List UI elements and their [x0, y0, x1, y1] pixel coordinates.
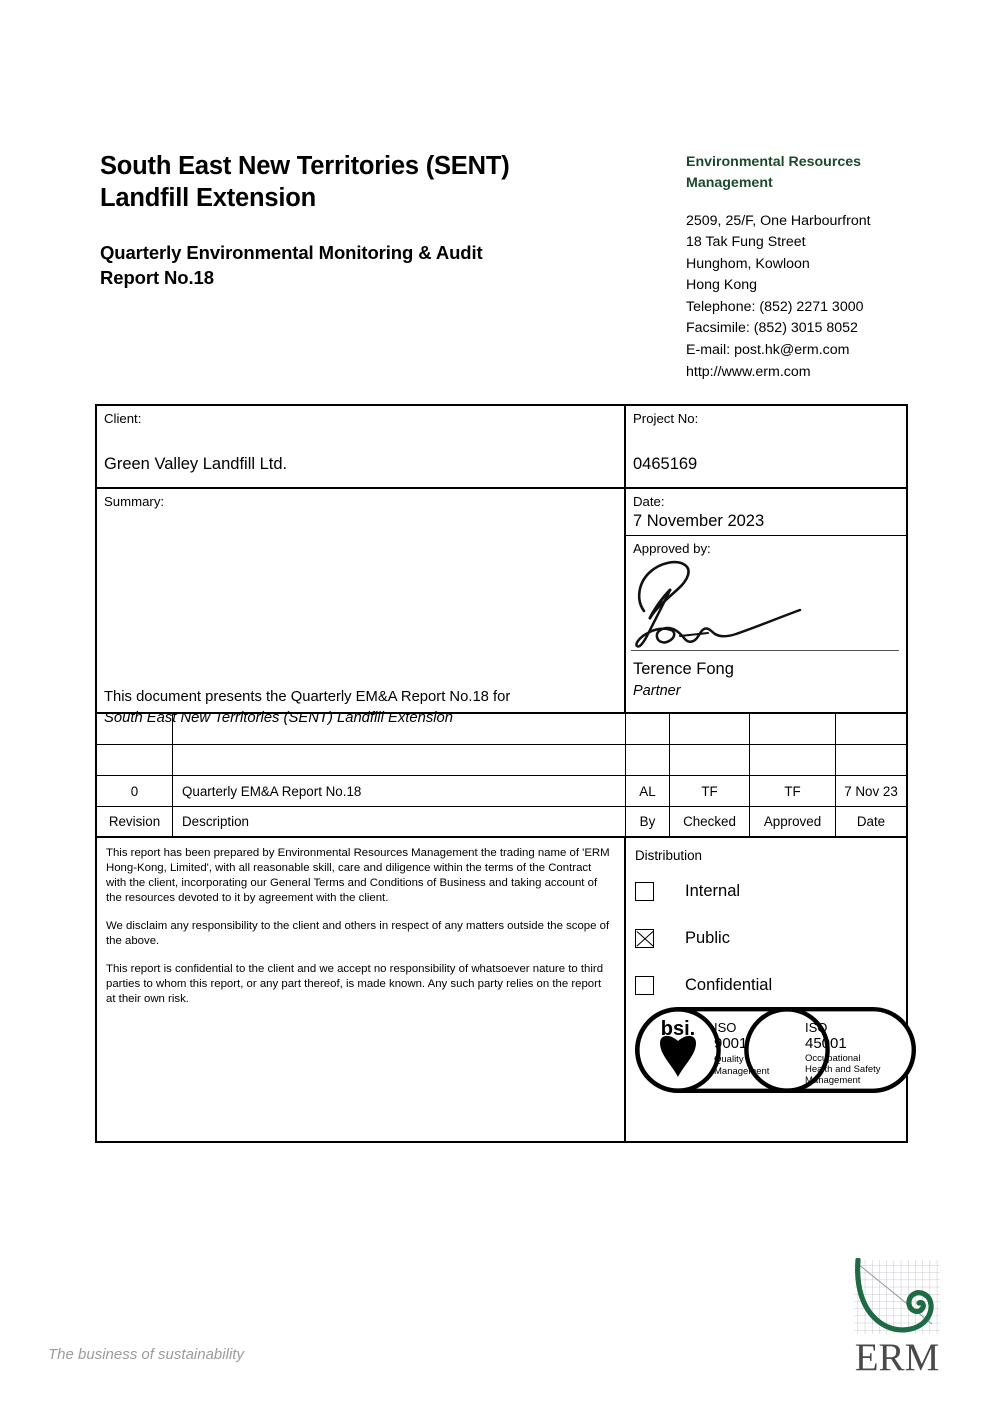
date-cell: [836, 745, 906, 775]
summary-text-italic: South East New Territories (SENT) Landfill Extension: [104, 710, 453, 726]
table-row-revision-blank: [97, 714, 906, 745]
distribution-option-internal[interactable]: [635, 882, 740, 901]
company-info-block: [686, 152, 936, 383]
summary-cell: [97, 489, 626, 726]
footer-tagline: The business of sustainability: [48, 1346, 244, 1363]
project-no-value: 0465169: [633, 455, 698, 474]
approved-cell: TF: [750, 776, 836, 806]
header-approved: Approved: [750, 807, 836, 836]
table-row-client: [97, 406, 906, 489]
table-row-revision-blank: [97, 745, 906, 776]
date-cell: 7 Nov 23: [844, 783, 898, 799]
approved-by-label: Approved by:: [633, 541, 711, 556]
signature-rule: [631, 650, 899, 651]
distribution-option-public[interactable]: [635, 929, 730, 948]
svg-text:ISO: ISO: [805, 1020, 828, 1035]
website-line[interactable]: http://www.erm.com: [686, 363, 811, 380]
checked-cell: TF: [670, 776, 750, 806]
date-cell: [836, 714, 906, 744]
company-name-line1: Environmental Resources: [686, 154, 862, 170]
report-subtitle-line2: Report No.18: [100, 266, 214, 288]
company-name: [686, 152, 936, 195]
client-value: Green Valley Landfill Ltd.: [104, 455, 288, 474]
project-no-label: Project No:: [633, 411, 699, 426]
facsimile-line: Facsimile: (852) 3015 8052: [686, 320, 858, 337]
by-cell: [626, 745, 670, 775]
header-revision: Revision: [97, 807, 173, 836]
date-approval-stack: [626, 489, 906, 712]
header-description: Description: [173, 807, 626, 836]
bsi-certification-badge: [635, 1007, 916, 1093]
by-cell: AL: [626, 776, 670, 806]
header-by: By: [626, 807, 670, 836]
distribution-label-internal: Internal: [685, 882, 741, 900]
address-line: Hunghom, Kowloon: [686, 255, 810, 272]
checkbox-internal[interactable]: [635, 882, 654, 901]
checked-cell: [670, 745, 750, 775]
svg-text:Health and Safety: Health and Safety: [805, 1064, 881, 1075]
disclaimer-paragraph-1: This report has been prepared by Environmental Resources Management the trading name of 'ERM Hong-Kong, Limited', with all reasonable skill, care and diligence within the terms of the Contract with the client, incorporating our General Terms and Conditions of Business and taking account of the resources devoted to it by agreement with the client.: [106, 847, 610, 905]
erm-logo-text: ERM: [854, 1336, 940, 1376]
page-subtitle: [100, 241, 620, 290]
revision-cell: 0: [97, 776, 173, 806]
approver-role: Partner: [633, 683, 681, 699]
distribution-label-confidential: Confidential: [685, 976, 773, 994]
client-label: Client:: [104, 411, 142, 426]
distribution-cell: [626, 838, 906, 1141]
disclaimer-cell: [97, 838, 626, 1141]
revision-cell: [97, 745, 173, 775]
approved-by-cell: [626, 536, 906, 712]
header-date: Date: [856, 814, 886, 829]
client-cell: [97, 406, 626, 487]
table-row-revision-0: [97, 776, 906, 807]
description-cell: [173, 714, 626, 744]
address-line: 2509, 25/F, One Harbourfront: [686, 212, 871, 229]
summary-text-plain: This document presents the Quarterly EM&A Report No.18 for: [104, 689, 511, 705]
company-name-line2: Management: [686, 175, 773, 192]
checked-cell: [670, 714, 750, 744]
table-header-revision: [97, 807, 906, 838]
checkbox-confidential[interactable]: [635, 976, 654, 995]
summary-label: Summary:: [104, 494, 165, 509]
email-line[interactable]: E-mail: post.hk@erm.com: [686, 342, 850, 359]
bsi-wordmark: bsi.: [660, 1018, 696, 1040]
signature-image: [630, 556, 900, 649]
revision-cell: [97, 714, 173, 744]
table-row-summary: [97, 489, 906, 726]
address-line: Hong Kong: [686, 277, 757, 294]
telephone-line: Telephone: (852) 2271 3000: [686, 298, 864, 315]
svg-text:Management: Management: [805, 1075, 861, 1086]
svg-text:Occupational: Occupational: [805, 1053, 861, 1064]
description-cell: Quarterly EM&A Report No.18: [173, 776, 626, 806]
title-block: [100, 150, 620, 290]
distribution-label-public: Public: [685, 929, 730, 947]
svg-text:Management: Management: [714, 1066, 770, 1077]
report-subtitle-line1: Quarterly Environmental Monitoring & Audit: [100, 242, 483, 264]
svg-text:9001: 9001: [714, 1035, 748, 1052]
address-line: 18 Tak Fung Street: [686, 234, 806, 251]
report-title-line2: Landfill Extension: [100, 184, 317, 213]
svg-text:45001: 45001: [805, 1035, 847, 1052]
approved-cell: [750, 714, 836, 744]
by-cell: [626, 714, 670, 744]
erm-logo: [836, 1258, 958, 1376]
header-checked: Checked: [670, 807, 750, 836]
description-cell: [173, 745, 626, 775]
report-title-line1: South East New Territories (SENT): [100, 152, 510, 180]
svg-text:ISO: ISO: [714, 1020, 737, 1035]
project-no-cell: [626, 406, 906, 487]
distribution-title: Distribution: [635, 848, 702, 863]
page-title: [100, 150, 620, 214]
approver-name: Terence Fong: [633, 660, 734, 678]
date-label: Date:: [633, 494, 665, 509]
date-cell: [626, 489, 906, 536]
company-address: [686, 211, 936, 384]
disclaimer-paragraph-3: This report is confidential to the client and we accept no responsibility of whatsoever nature to third parties to whom this report, or any part thereof, is made known. Any such party relies on the report at their own risk.: [106, 963, 604, 1006]
approved-cell: [750, 745, 836, 775]
checkbox-public[interactable]: [635, 929, 654, 948]
disclaimer-paragraph-2: We disclaim any responsibility to the client and others in respect of any matters outside the scope of the above.: [106, 920, 610, 948]
distribution-option-confidential[interactable]: [635, 976, 772, 995]
table-row-disclaimer: [97, 838, 906, 1141]
report-info-table: [95, 404, 908, 1143]
svg-text:Quality: Quality: [714, 1054, 744, 1065]
date-value: 7 November 2023: [633, 512, 765, 531]
